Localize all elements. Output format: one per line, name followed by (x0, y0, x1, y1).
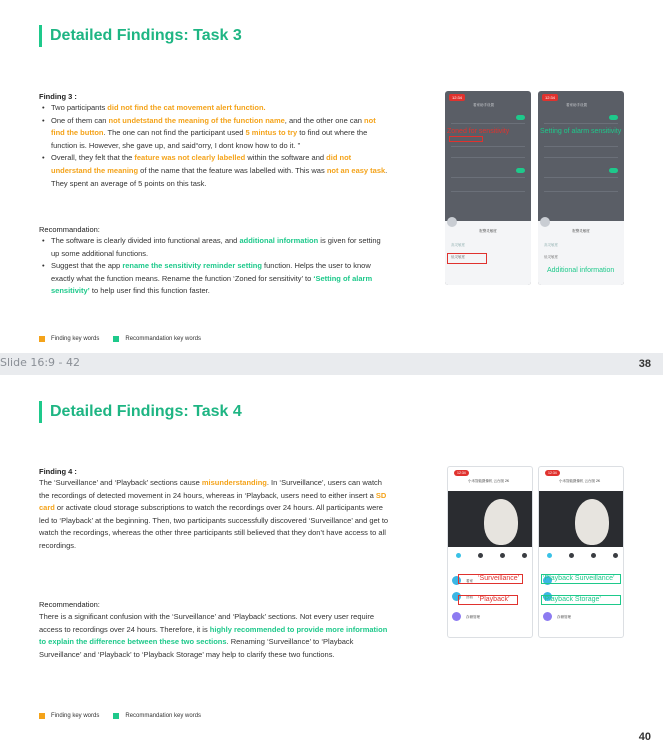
avatar-icon (540, 217, 550, 227)
legend (39, 713, 201, 719)
time-badge: 12:34 (542, 94, 558, 101)
recommendation-heading: Recommandation: (39, 225, 100, 234)
text-run: is given for setting up some additional functions. (51, 236, 381, 258)
text-run: Two participants (51, 103, 108, 112)
text-run: Suggest that the app (51, 261, 123, 271)
legend-rec-swatch (113, 336, 119, 342)
recommendation-paragraph (39, 611, 394, 661)
screen-title: 看家助手设置 (473, 103, 494, 107)
camera-feed (539, 491, 623, 547)
finding-keyword: did not find the cat movement alert function. (107, 103, 266, 112)
finding-keyword: did not understand the meaning (51, 153, 352, 175)
finding-heading: Finding 3 : (39, 92, 77, 101)
finding-heading: Finding 4 : (39, 467, 77, 476)
legend-rec-swatch (113, 713, 119, 719)
toggle (516, 115, 525, 120)
text-run: within the software and (245, 153, 327, 163)
recommendation-heading: Recommendation: (39, 600, 100, 609)
highlight-box (449, 136, 483, 142)
bullet-item (39, 235, 391, 260)
finding-keyword: feature was not clearly labelled (134, 153, 246, 163)
finding-keyword: SD card (39, 490, 387, 513)
text-run: The software is clearly divided into functional areas, and (51, 236, 240, 245)
slide-title: Detailed Findings: Task 3 (50, 27, 242, 44)
camera-feed (448, 491, 532, 547)
text-run: or activate cloud storage subscriptions to watch the recordings over 24 hours. All participants were led to ‘Playback’ at the beginning. Then, two participants successfully discovered ‘Surveillance’ and get to watch the recordings, whereas the other three participants still believed that they don’t have access to all recordings. (39, 503, 389, 550)
text-run: of the name that the feature was labelled with. This was (138, 165, 327, 175)
text-run: The ‘Surveillance’ and ‘Playback’ sections cause (39, 478, 202, 487)
control-icon (456, 553, 461, 558)
page-number: 40 (638, 731, 651, 743)
text-run: to help user find this function faster. (89, 286, 210, 296)
storage-icon (452, 612, 461, 621)
finding-keyword: not find the button (51, 115, 376, 138)
label-playback: ‘Playback’ (478, 596, 510, 603)
phone-screenshot-proposed: 12:34 小米智能摄像机 云台版 2K 存储管理 (538, 466, 624, 638)
annotation-additional-information: Additional information (547, 267, 615, 274)
cat-image (575, 499, 609, 545)
avatar-icon (447, 217, 457, 227)
slide-title: Detailed Findings: Task 4 (50, 403, 242, 420)
text-run: . Renaming ‘Surveillance’ to ‘Playback Surveillance’ and ‘Playback’ to ‘Playback Storage’ may help to clarify these two functions. (39, 637, 354, 659)
cat-image (484, 499, 518, 545)
text-run: There is a significant confusion with the ‘Surveillance’ and ‘Playback’ sections. Not every user require access to recordings over 24 hours. Therefore, it is (39, 612, 375, 634)
annotation-alarm-sensitivity: Setting of alarm sensitivity (540, 128, 622, 135)
text-run: Overall, they felt that the (51, 153, 135, 163)
control-icon (547, 553, 552, 558)
recommendation-list (39, 235, 391, 298)
text-run: . In ‘Surveillance’, users can watch the recordings of detected movement in 24 hours, whereas in ‘Playback, users need to either insert a (39, 478, 382, 500)
text-run: function. Helps the user to know exactly what the function means. Rename the function ‘Zoned for sensitivity’ to (51, 261, 371, 283)
bullet-item (39, 152, 391, 190)
bullet-item (39, 102, 391, 115)
text-run: to find out where the function is. However, she gave up, and said“orry, I dont know how to do it. ” (51, 128, 368, 150)
legend-finding-label: Finding key words (51, 713, 100, 719)
legend-rec-label: Recommandation key words (125, 713, 202, 719)
phone-screenshot-current: 12:34 小米智能摄像机 云台版 2K 看家 回看 存储管理 (447, 466, 533, 638)
slide-label: Slide 16:9 - 42 (0, 356, 81, 369)
legend-finding-swatch (39, 713, 45, 719)
label-surveillance: ‘Surveillance’ (478, 575, 520, 582)
finding-keyword: 5 mintus to try (245, 128, 298, 138)
text-run: . They spent an average of 5 points on this task. (51, 165, 388, 188)
label-playback-surveillance: ‘Playback Surveillance’ (543, 575, 615, 582)
legend-finding-label: Finding key words (51, 336, 100, 342)
slide-task-4 (0, 375, 663, 745)
storage-icon (543, 612, 552, 621)
text-run: . The one can not find the participant used (103, 128, 246, 138)
annotation-zoned-sensitivity: Zoned for sensitivity (447, 128, 510, 135)
time-badge: 12:34 (449, 94, 465, 101)
legend (39, 336, 201, 342)
title-accent-bar (39, 401, 42, 423)
label-playback-storage: ‘Playback Storage’ (543, 596, 601, 603)
page-number: 38 (638, 358, 651, 370)
slide-task-3 (0, 0, 663, 353)
recommendation-keyword: ‘Setting of alarm sensitivity’ (51, 273, 373, 296)
finding-keyword: not an easy task (326, 165, 386, 175)
title-accent-bar (39, 25, 42, 47)
bottom-sheet: 报警灵敏度 高灵敏度 低灵敏度 (538, 221, 624, 285)
text-run: One of them can (51, 115, 109, 125)
text-run: , and the other one can (284, 115, 365, 125)
recommendation-keyword: rename the sensitivity reminder setting (122, 261, 262, 271)
bottom-sheet: 报警灵敏度 高灵敏度 低灵敏度 (445, 221, 531, 285)
legend-rec-label: Recommandation key words (125, 336, 202, 342)
phone-screenshot-sensitivity (445, 91, 531, 285)
legend-finding-swatch (39, 336, 45, 342)
recommendation-keyword: highly recommended to provide more information to explain the difference between these two sections (39, 624, 388, 647)
recommendation-keyword: additional information (239, 236, 319, 245)
finding-keyword: misunderstanding (201, 478, 267, 487)
finding-list (39, 102, 391, 190)
bullet-item (39, 115, 391, 153)
finding-keyword: not undetstand the meaning of the function name (108, 115, 285, 125)
bullet-item (39, 260, 391, 298)
phone-screenshot-alarm: 12:34 看家助手设置 报警灵敏度 高灵敏度 低灵敏度 (538, 91, 624, 285)
finding-paragraph (39, 477, 394, 553)
